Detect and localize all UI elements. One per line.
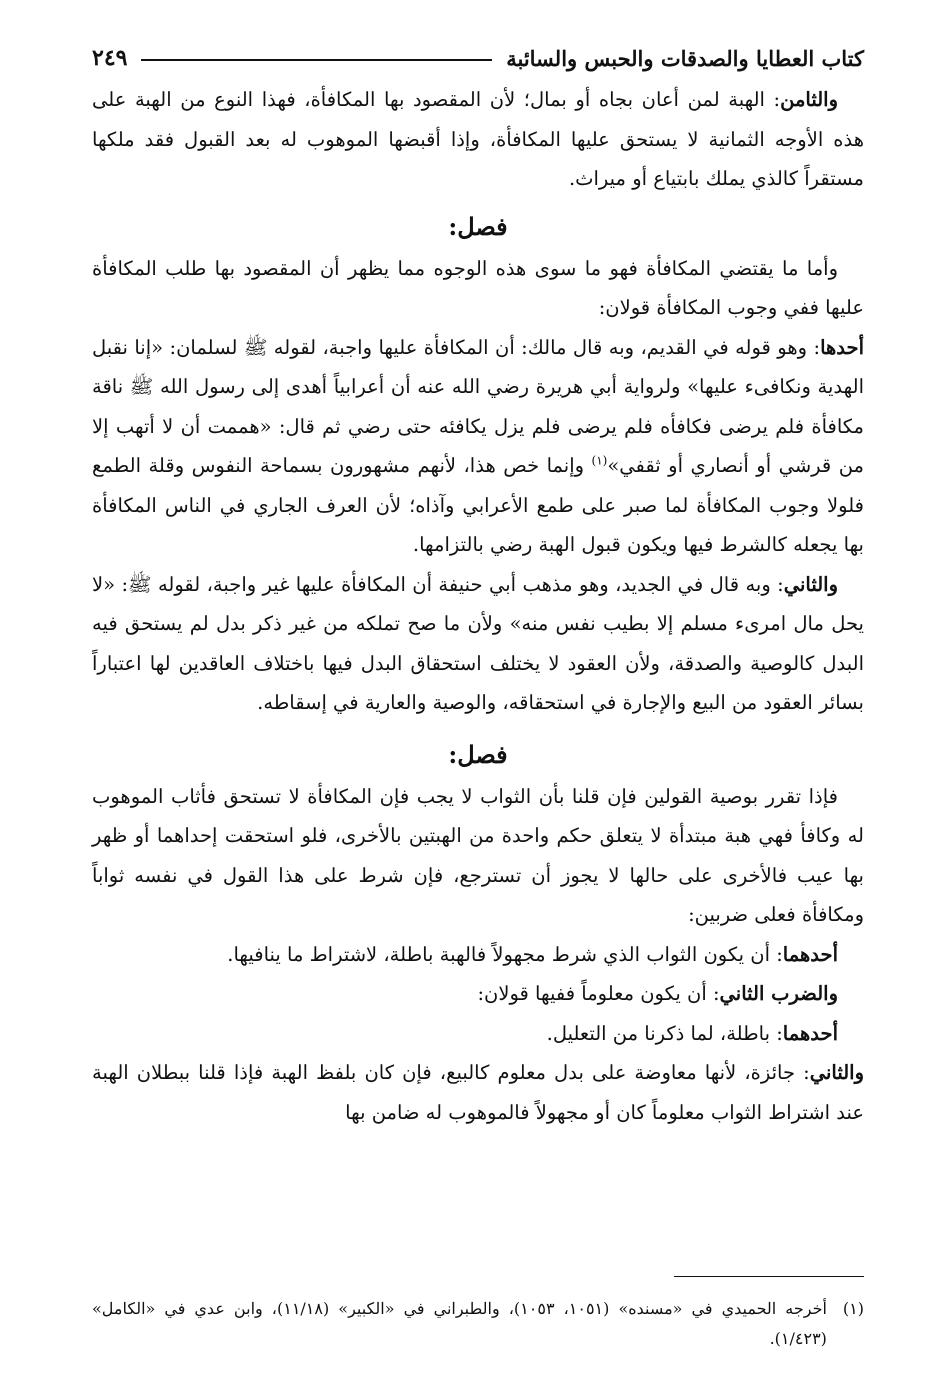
paragraph-text: : باطلة، لما ذكرنا من التعليل.	[546, 1021, 783, 1045]
paragraph-lead: والثامن	[780, 88, 838, 111]
list-item	[92, 1053, 864, 1132]
footnote-divider	[674, 1276, 864, 1277]
opinion-first	[92, 328, 864, 565]
paragraph-lead: أحدها	[820, 335, 864, 359]
footnote-text: أخرجه الحميدي في «مسنده» (١٠٥١، ١٠٥٣)، والطبراني في «الكبير» (١١/١٨)، وابن عدي في «الكامل» (١/٤٢٣).	[92, 1299, 827, 1348]
paragraph-text: : الهبة لمن أعان بجاه أو بمال؛ لأن المقصود بها المكافأة، فهذا النوع من الهبة على هذه الأوجه الثمانية لا يستحق عليها المكافأة، وإذا أقبضها الموهوب له بعد القبول فقد ملكها مستقراً كالذي يملك بابتياع أو ميراث.	[92, 88, 864, 190]
list-item	[92, 974, 838, 1014]
section-heading: فصل:	[448, 739, 508, 769]
paragraph-lead: أحدهما	[782, 942, 838, 966]
header-rule	[141, 59, 492, 61]
opinion-second	[92, 565, 864, 723]
paragraph-eighth	[92, 80, 864, 199]
paragraph-text: : أن يكون معلوماً ففيها قولان:	[477, 982, 720, 1005]
paragraph-lead: والضرب الثاني	[719, 982, 838, 1005]
paragraph-lead: أحدهما	[782, 1021, 838, 1045]
running-header	[92, 36, 864, 80]
page-number: ٢٤٩	[92, 45, 128, 71]
paragraph-text: : وبه قال في الجديد، وهو مذهب أبي حنيفة أن المكافأة عليها غير واجبة، لقوله ﷺ: «لا يحل مال امرىء مسلم إلا بطيب نفس منه» ولأن ما صح تملكه من غير ذكر بدل لم يستحق فيه البدل كالوصية والصدقة، ولأن العقود لا يختلف استحقاق البدل فيها باختلاف العاقدين لها اعتباراً بسائر العقود من البيع والإجارة في استحقاقه، والوصية والعارية في إسقاطه.	[92, 572, 864, 714]
paragraph-text: : وهو قوله في القديم، وبه قال مالك: أن المكافأة عليها واجبة، لقوله ﷺ لسلمان: «إنا نقبل الهدية ونكافىء عليها» ولرواية أبي هريرة رضي الله عنه أن أعرابياً أهدى إلى رسول الله ﷺ ناقة مكافأة فلم يرضى فكافأه فلم يرضى فلم يزل يكافئه حتى رضي ثم قال: «هممت أن لا أتهب إلا من قرشي أو أنصاري أو ثقفي»	[92, 335, 864, 477]
section-heading: فصل:	[448, 211, 508, 241]
list-item	[92, 935, 838, 975]
footnote	[92, 1294, 864, 1354]
book-page	[92, 36, 864, 1375]
section-intro: وأما ما يقتضي المكافأة فهو ما سوى هذه الوجوه مما يظهر أن المقصود بها طلب المكافأة عليها ففي وجوب المكافأة قولان:	[92, 256, 864, 319]
paragraph-text: : جائزة، لأنها معاوضة على بدل معلوم كالبيع، فإن كان بلفظ الهبة فإذا قلنا ببطلان الهبة عند اشتراط الثواب معلوماً كان أو مجهولاً فالموهوب له ضامن بها	[92, 1061, 864, 1124]
section-intro: فإذا تقرر بوصية القولين فإن قلنا بأن الثواب لا يجب فإن المكافأة لا تستحق فأثاب الموهوب له وكافأ فهي هبة مبتدأة لا يتعلق حكم واحدة من الهبتين بالأخرى، فلو استحقت إحداهما أو ظهر بها عيب فالأخرى على حالها لا يجوز أن تسترجع، فإن شرط على هذا القول في نفسه ثواباً ومكافأة فعلى ضربين:	[92, 784, 864, 926]
paragraph-text: وإنما خص هذا، لأنهم مشهورون بسماحة النفوس وقلة الطمع فلولا وجوب المكافأة لما صبر على طمع الأعرابي وآذاه؛ لأن العرف الجاري في الناس المكافأة بها يجعله كالشرط فيها ويكون قبول الهبة رضي بالتزامها.	[92, 454, 864, 556]
paragraph-lead: والثاني	[783, 572, 838, 596]
list-item	[92, 1014, 838, 1054]
paragraph-lead: والثاني	[809, 1061, 864, 1084]
footnote-reference: (١)	[591, 453, 608, 468]
paragraph-text: : أن يكون الثواب الذي شرط مجهولاً فالهبة باطلة، لاشتراط ما ينافيها.	[227, 942, 783, 966]
footnote-marker: (١)	[842, 1299, 864, 1318]
book-title: كتاب العطايا والصدقات والحبس والسائبة	[506, 45, 864, 71]
page-body	[92, 80, 864, 1132]
